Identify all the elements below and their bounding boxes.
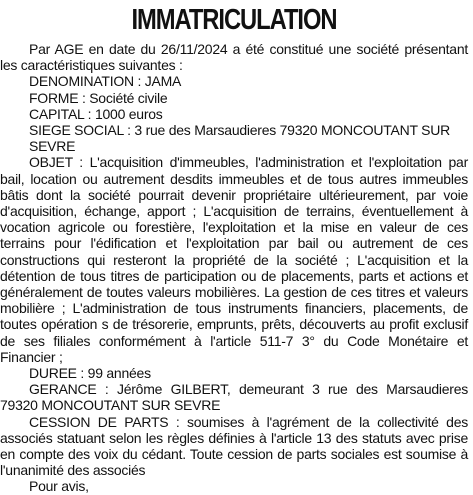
duree-line: DUREE : 99 années [29, 365, 151, 382]
notice-body [0, 41, 468, 495]
objet-paragraph: OBJET : L'acquisition d'immeubles, l'administration et l'exploitation par bail, location ou autrement desdits immeubles et de tous autres immeubles bâtis dont la société pourrait devenir propriétaire ultérieurement, par voie d'acquisition, échange, apport ; L'acquisition de terrains, éventuellement à vocation agricole ou forestière, l'exploitation et la mise en valeur de ces terrains pour l'édification et l'exploitation par bail ou autrement de ces constructions qui resteront la propriété de la société ; L'acquisition et la détention de tous titres de participation ou de placements, parts et actions et généralement de toutes valeurs mobilières. La gestion de ces titres et valeurs mobilière ; L'administration de tous instruments financiers, placements, de toutes opération s de trésorerie, emprunts, prêts, découverts au profit exclusif de ses filiales conformément à l'article 511-7 3° du Code Monétaire et Financier ; [0, 154, 468, 365]
legal-notice [0, 3, 473, 495]
gerance-paragraph: GERANCE : Jérôme GILBERT, demeurant 3 rue des Marsaudieres 79320 MONCOUTANT SUR SEVRE [0, 381, 468, 414]
closing-line: Pour avis, [29, 478, 89, 495]
cession-paragraph: CESSION DE PARTS : soumises à l'agrément de la collectivité des associés statuant selon les règles définies à l'article 13 des statuts avec prise en compte des voix du cédant. Toute cession de parts sociales est soumise à l'unanimité des associés [0, 413, 468, 479]
siege-social-line: SIEGE SOCIAL : 3 rue des Marsaudieres 79320 MONCOUTANT SUR SEVRE [29, 122, 450, 155]
capital-line: CAPITAL : 1000 euros [29, 105, 163, 122]
notice-title: IMMATRICULATION [131, 4, 337, 36]
denomination-line: DENOMINATION : JAMA [29, 73, 182, 90]
intro-paragraph: Par AGE en date du 26/11/2024 a été constitué une société présentant les caractéristiques suivantes : [0, 41, 468, 74]
forme-line: FORME : Société civile [29, 89, 168, 106]
